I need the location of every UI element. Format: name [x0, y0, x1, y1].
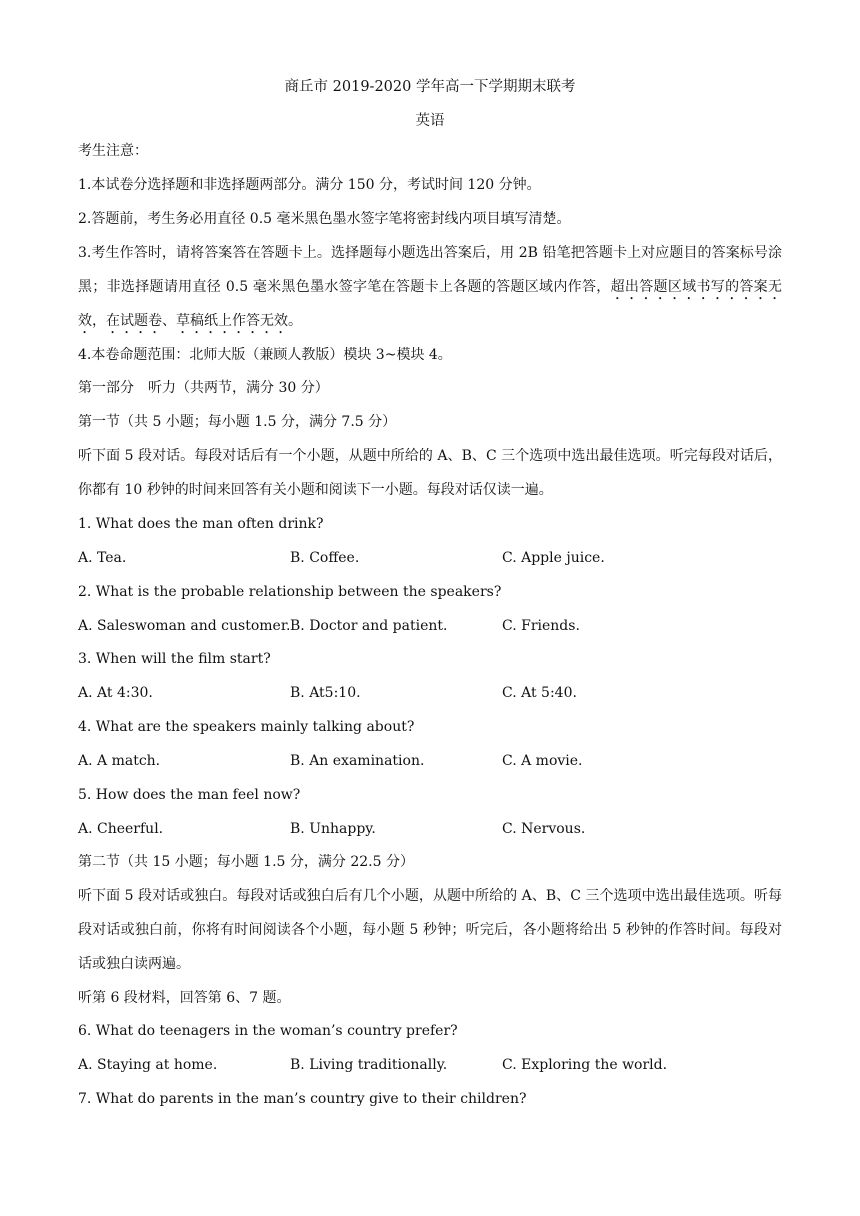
part1-heading: 第一部分 听力（共两节，满分 30 分）: [78, 380, 329, 396]
question-7: 7. What do parents in the man’s country give to their children?: [78, 1091, 527, 1107]
notice-item-3: [78, 236, 782, 338]
q2-option-c: C. Friends.: [502, 618, 580, 634]
q5-option-c: C. Nervous.: [502, 821, 586, 837]
section2-instructions: 听下面 5 段对话或独白。每段对话或独白后有几个小题，从题中所给的 A、B、C 三个选项中选出最佳选项。听每段对话或独白前，你将有时间阅读各个小题，每小题 5 秒钟；听完后，各小题将给出 5 秒钟的作答时间。每段对话或独白读两遍。: [78, 888, 782, 972]
question-4: 4. What are the speakers mainly talking about?: [78, 719, 415, 735]
q3-option-c: C. At 5:40.: [502, 685, 577, 701]
q2-option-b: B. Doctor and patient.: [290, 618, 448, 634]
q3-option-a: A. At 4:30.: [78, 685, 153, 701]
q6-option-b: B. Living traditionally.: [290, 1057, 448, 1073]
question-2: 2. What is the probable relationship between the speakers?: [78, 584, 502, 600]
q1-option-c: C. Apple juice.: [502, 550, 605, 566]
exam-title: 商丘市 2019-2020 学年高一下学期期末联考: [284, 79, 576, 95]
notice-item-3-text: 3.考生作答时，请将答案答在答题卡上。选择题每小题选出答案后，用 2B 铅笔把答题卡上对应题目的答案标号涂黑；非选择题请用直径 0.5 毫米黑色墨水签字笔在答题卡上各题的答题区域内作答，: [78, 245, 782, 295]
section1-instructions: 听下面 5 段对话。每段对话后有一个小题，从题中所给的 A、B、C 三个选项中选出最佳选项。听完每段对话后，你都有 10 秒钟的时间来回答有关小题和阅读下一小题。每段对话仅读一遍。: [78, 448, 782, 498]
notice-item-3-end: 。: [288, 313, 302, 329]
q4-option-c: C. A movie.: [502, 753, 583, 769]
material-6-heading: 听第 6 段材料，回答第 6、7 题。: [78, 990, 291, 1006]
section1-heading: 第一节（共 5 小题；每小题 1.5 分，满分 7.5 分）: [78, 414, 397, 430]
notice-item-3-comma: ，: [92, 313, 106, 329]
notice-heading: 考生注意：: [78, 143, 148, 159]
q5-option-a: A. Cheerful.: [78, 821, 164, 837]
q5-option-b: B. Unhappy.: [290, 821, 376, 837]
q4-option-a: A. A match.: [78, 753, 161, 769]
notice-item-1: 1.本试卷分选择题和非选择题两部分。满分 150 分，考试时间 120 分钟。: [78, 177, 541, 193]
notice-item-2: 2.答题前，考生务必用直径 0.5 毫米黑色墨水签字笔将密封线内项目填写清楚。: [78, 211, 571, 227]
q3-option-b: B. At5:10.: [290, 685, 361, 701]
section2-heading: 第二节（共 15 小题；每小题 1.5 分，满分 22.5 分）: [78, 854, 414, 870]
exam-subject: 英语: [415, 113, 445, 129]
question-6: 6. What do teenagers in the woman’s country prefer?: [78, 1023, 458, 1039]
q1-option-b: B. Coffee.: [290, 550, 360, 566]
emphasis-text-2: 在试题卷、草稿纸上作答无效: [106, 313, 288, 329]
question-1: 1. What does the man often drink?: [78, 516, 324, 532]
q2-option-a: A. Saleswoman and customer.: [78, 618, 291, 634]
question-5: 5. How does the man feel now?: [78, 787, 301, 803]
q6-option-c: C. Exploring the world.: [502, 1057, 668, 1073]
notice-item-4: 4.本卷命题范围：北师大版（兼顾人教版）模块 3~模块 4。: [78, 347, 452, 363]
q1-option-a: A. Tea.: [78, 550, 127, 566]
q4-option-b: B. An examination.: [290, 753, 425, 769]
q6-option-a: A. Staying at home.: [78, 1057, 218, 1073]
question-3: 3. When will the film start?: [78, 651, 271, 667]
emphasis-text-1: 超出答题区域书写的答案无效: [78, 279, 782, 329]
